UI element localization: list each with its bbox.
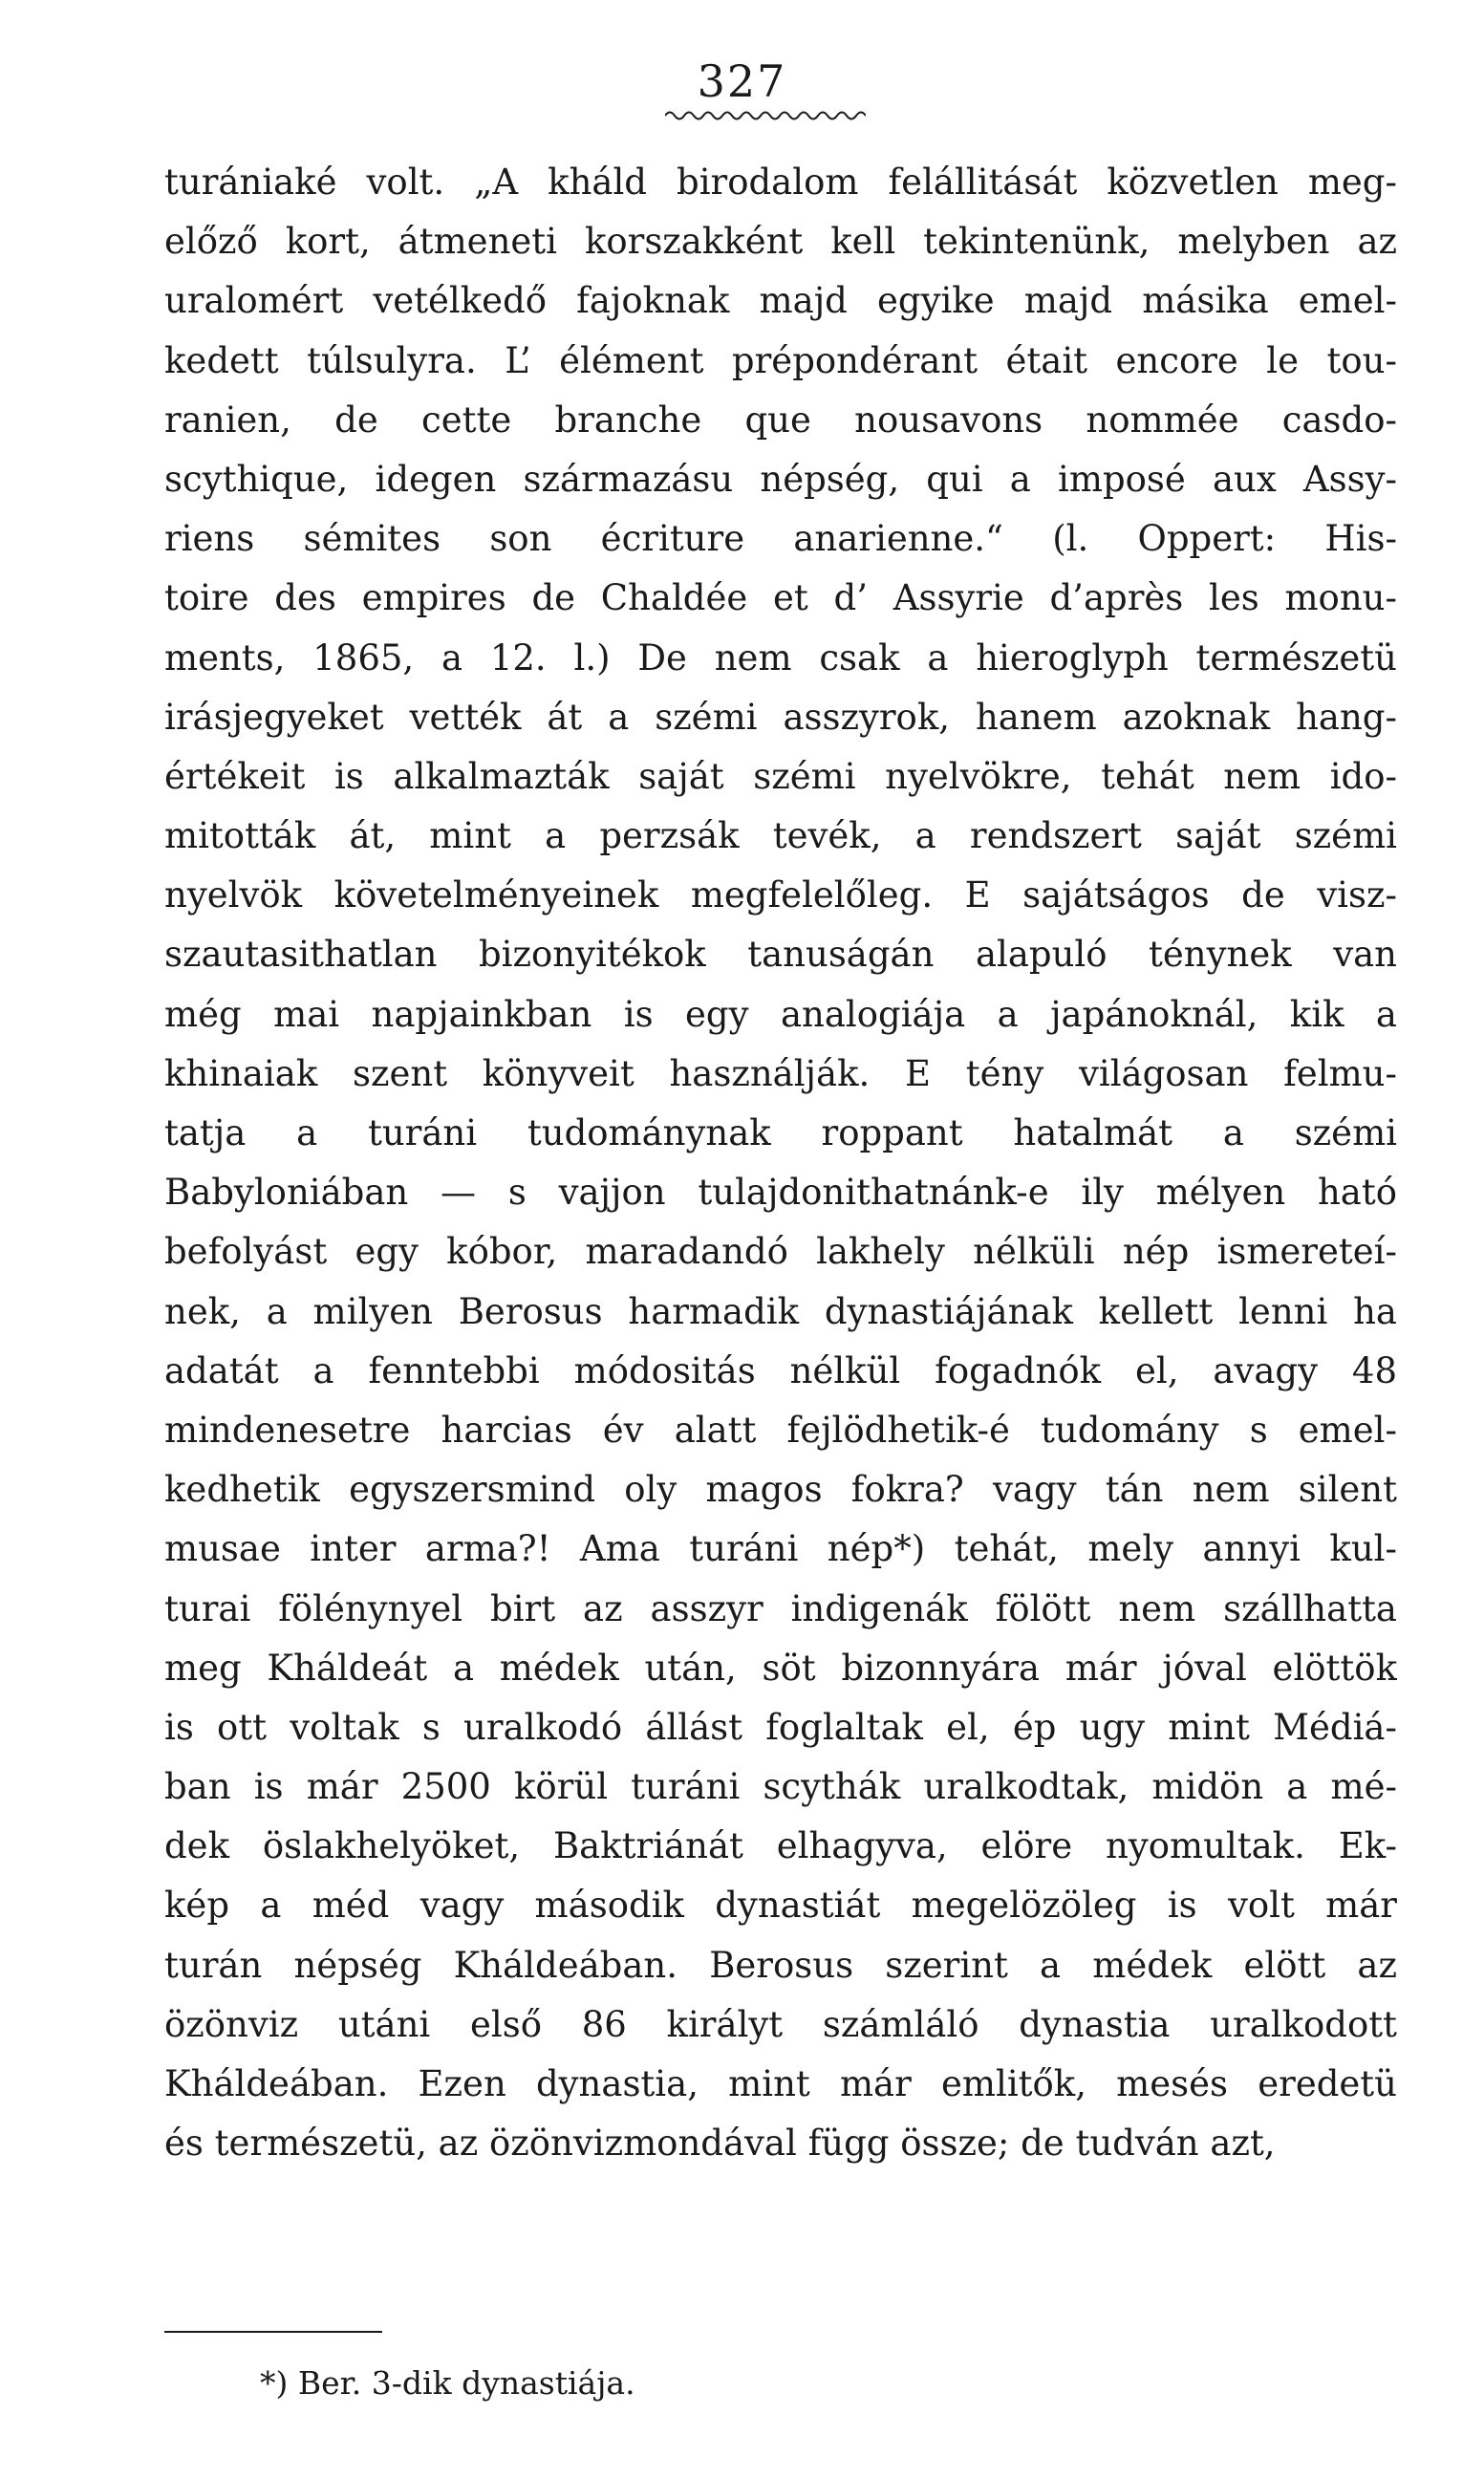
text-line: scythique, idegen származásu népség, qui a imposé aux Assy- xyxy=(164,458,1397,500)
text-line: dek öslakhelyöket, Baktriánát elhagyva, elöre nyomultak. Ek- xyxy=(164,1825,1397,1867)
text-line: nek, a milyen Berosus harmadik dynastiájának kellett lenni ha xyxy=(164,1290,1397,1332)
wavy-ornament xyxy=(665,108,866,123)
text-line: turai fölénynyel birt az asszyr indigenák fölött nem szállhatta xyxy=(164,1587,1397,1629)
text-line: mindenesetre harcias év alatt fejlödhetik-é tudomány s emel- xyxy=(164,1409,1397,1451)
text-line: özönviz utáni első 86 királyt számláló dynastia uralkodott xyxy=(164,2003,1397,2045)
text-line: riens sémites son écriture anarienne.“ (l. Oppert: His- xyxy=(164,518,1397,560)
text-line: és természetü, az özönvizmondával függ össze; de tudván azt, xyxy=(164,2123,1276,2165)
text-line: szautasithatlan bizonyitékok tanuságán alapuló ténynek van xyxy=(164,934,1397,976)
text-line: értékeit is alkalmazták saját szémi nyelvökre, tehát nem ido- xyxy=(164,755,1397,797)
text-line: befolyást egy kóbor, maradandó lakhely nélküli nép ismereteí- xyxy=(164,1231,1397,1273)
text-line: ranien, de cette branche que nousavons nommée casdo- xyxy=(164,399,1397,441)
text-line: irásjegyeket vették át a szémi asszyrok, hanem azoknak hang- xyxy=(164,696,1397,738)
text-line: ments, 1865, a 12. l.) De nem csak a hieroglyph természetü xyxy=(164,636,1397,679)
text-line: nyelvök követelményeinek megfelelőleg. E sajátságos de visz- xyxy=(164,874,1397,916)
text-line: kedhetik egyszersmind oly magos fokra? vagy tán nem silent xyxy=(164,1469,1397,1511)
body-text xyxy=(164,153,1397,2173)
text-line: toire des empires de Chaldée et d’ Assyrie d’après les monu- xyxy=(164,577,1397,619)
text-line: khinaiak szent könyveit használják. E tény világosan felmu- xyxy=(164,1052,1397,1094)
footnote-rule xyxy=(164,2331,382,2333)
text-line: turán népség Kháldeában. Berosus szerint a médek elött az xyxy=(164,1944,1397,1986)
text-line: adatát a fenntebbi módositás nélkül fogadnók el, avagy 48 xyxy=(164,1349,1397,1391)
text-line: előző kort, átmeneti korszakként kell tekintenünk, melyben az xyxy=(164,221,1397,263)
text-line: musae inter arma?! Ama turáni nép*) tehát, mely annyi kul- xyxy=(164,1528,1397,1570)
text-line: meg Kháldeát a médek után, söt bizonnyára már jóval elöttök xyxy=(164,1647,1397,1689)
page-number: 327 xyxy=(697,55,787,107)
text-line: tatja a turáni tudománynak roppant hatalmát a szémi xyxy=(164,1112,1397,1153)
text-line: ban is már 2500 körül turáni scythák uralkodtak, midön a mé- xyxy=(164,1766,1397,1808)
text-line: turániaké volt. „A kháld birodalom felállitását közvetlen meg- xyxy=(164,162,1397,203)
text-line: uralomért vetélkedő fajoknak majd egyike majd másika emel- xyxy=(164,280,1397,322)
text-line: Babyloniában — s vajjon tulajdonithatnánk-e ily mélyen ható xyxy=(164,1172,1397,1214)
text-line: kedett túlsulyra. L’ élément prépondérant était encore le tou- xyxy=(164,339,1397,381)
text-line: Kháldeában. Ezen dynastia, mint már emlitők, mesés eredetü xyxy=(164,2063,1397,2104)
text-line: még mai napjainkban is egy analogiája a japánoknál, kik a xyxy=(164,993,1397,1035)
text-line: kép a méd vagy második dynastiát megelözöleg is volt már xyxy=(164,1885,1397,1927)
text-line: is ott voltak s uralkodó állást foglaltak el, ép ugy mint Médiá- xyxy=(164,1706,1397,1748)
footnote: *) Ber. 3-dik dynastiája. xyxy=(260,2364,635,2402)
text-line: mitották át, mint a perzsák tevék, a rendszert saját szémi xyxy=(164,815,1397,857)
